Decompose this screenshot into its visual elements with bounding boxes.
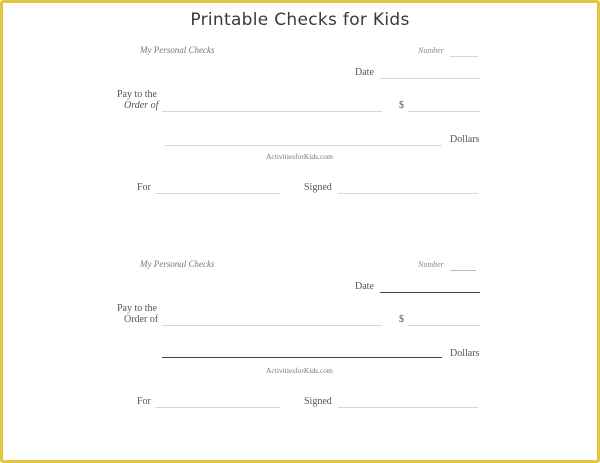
- dollars-label: Dollars: [450, 348, 480, 359]
- pay-to-label: Pay to the: [117, 89, 157, 100]
- signed-label: Signed: [304, 396, 332, 407]
- order-of-label: Order of: [124, 100, 159, 111]
- check-number-label: Number: [418, 260, 444, 269]
- date-label: Date: [355, 281, 374, 292]
- site-label: ActivitiesforKids.com: [266, 152, 333, 161]
- pay-to-label: Pay to the: [117, 303, 157, 314]
- written-amount-line[interactable]: [162, 357, 442, 358]
- number-line: [450, 270, 476, 271]
- check-1: [0, 0, 600, 200]
- order-of-label: Order of: [124, 314, 159, 325]
- amount-line[interactable]: [408, 111, 480, 112]
- date-label: Date: [355, 67, 374, 78]
- number-line: [450, 56, 478, 57]
- for-label: For: [137, 396, 151, 407]
- check-header: My Personal Checks: [140, 259, 215, 269]
- amount-line[interactable]: [408, 325, 480, 326]
- payee-line[interactable]: [162, 325, 382, 326]
- site-label: ActivitiesforKids.com: [266, 366, 333, 375]
- check-2: [0, 214, 600, 414]
- written-amount-line[interactable]: [165, 145, 442, 146]
- signature-line[interactable]: [338, 193, 478, 194]
- payee-line[interactable]: [162, 111, 382, 112]
- memo-line[interactable]: [155, 407, 280, 408]
- check-header: My Personal Checks: [140, 45, 215, 55]
- for-label: For: [137, 182, 151, 193]
- date-line[interactable]: [380, 292, 480, 293]
- check-number-label: Number: [418, 46, 444, 55]
- memo-line[interactable]: [155, 193, 280, 194]
- dollar-sign: $: [399, 100, 404, 111]
- dollars-label: Dollars: [450, 134, 480, 145]
- dollar-sign: $: [399, 314, 404, 325]
- date-line[interactable]: [380, 78, 480, 79]
- page-title: Printable Checks for Kids: [190, 10, 410, 30]
- signature-line[interactable]: [338, 407, 478, 408]
- signed-label: Signed: [304, 182, 332, 193]
